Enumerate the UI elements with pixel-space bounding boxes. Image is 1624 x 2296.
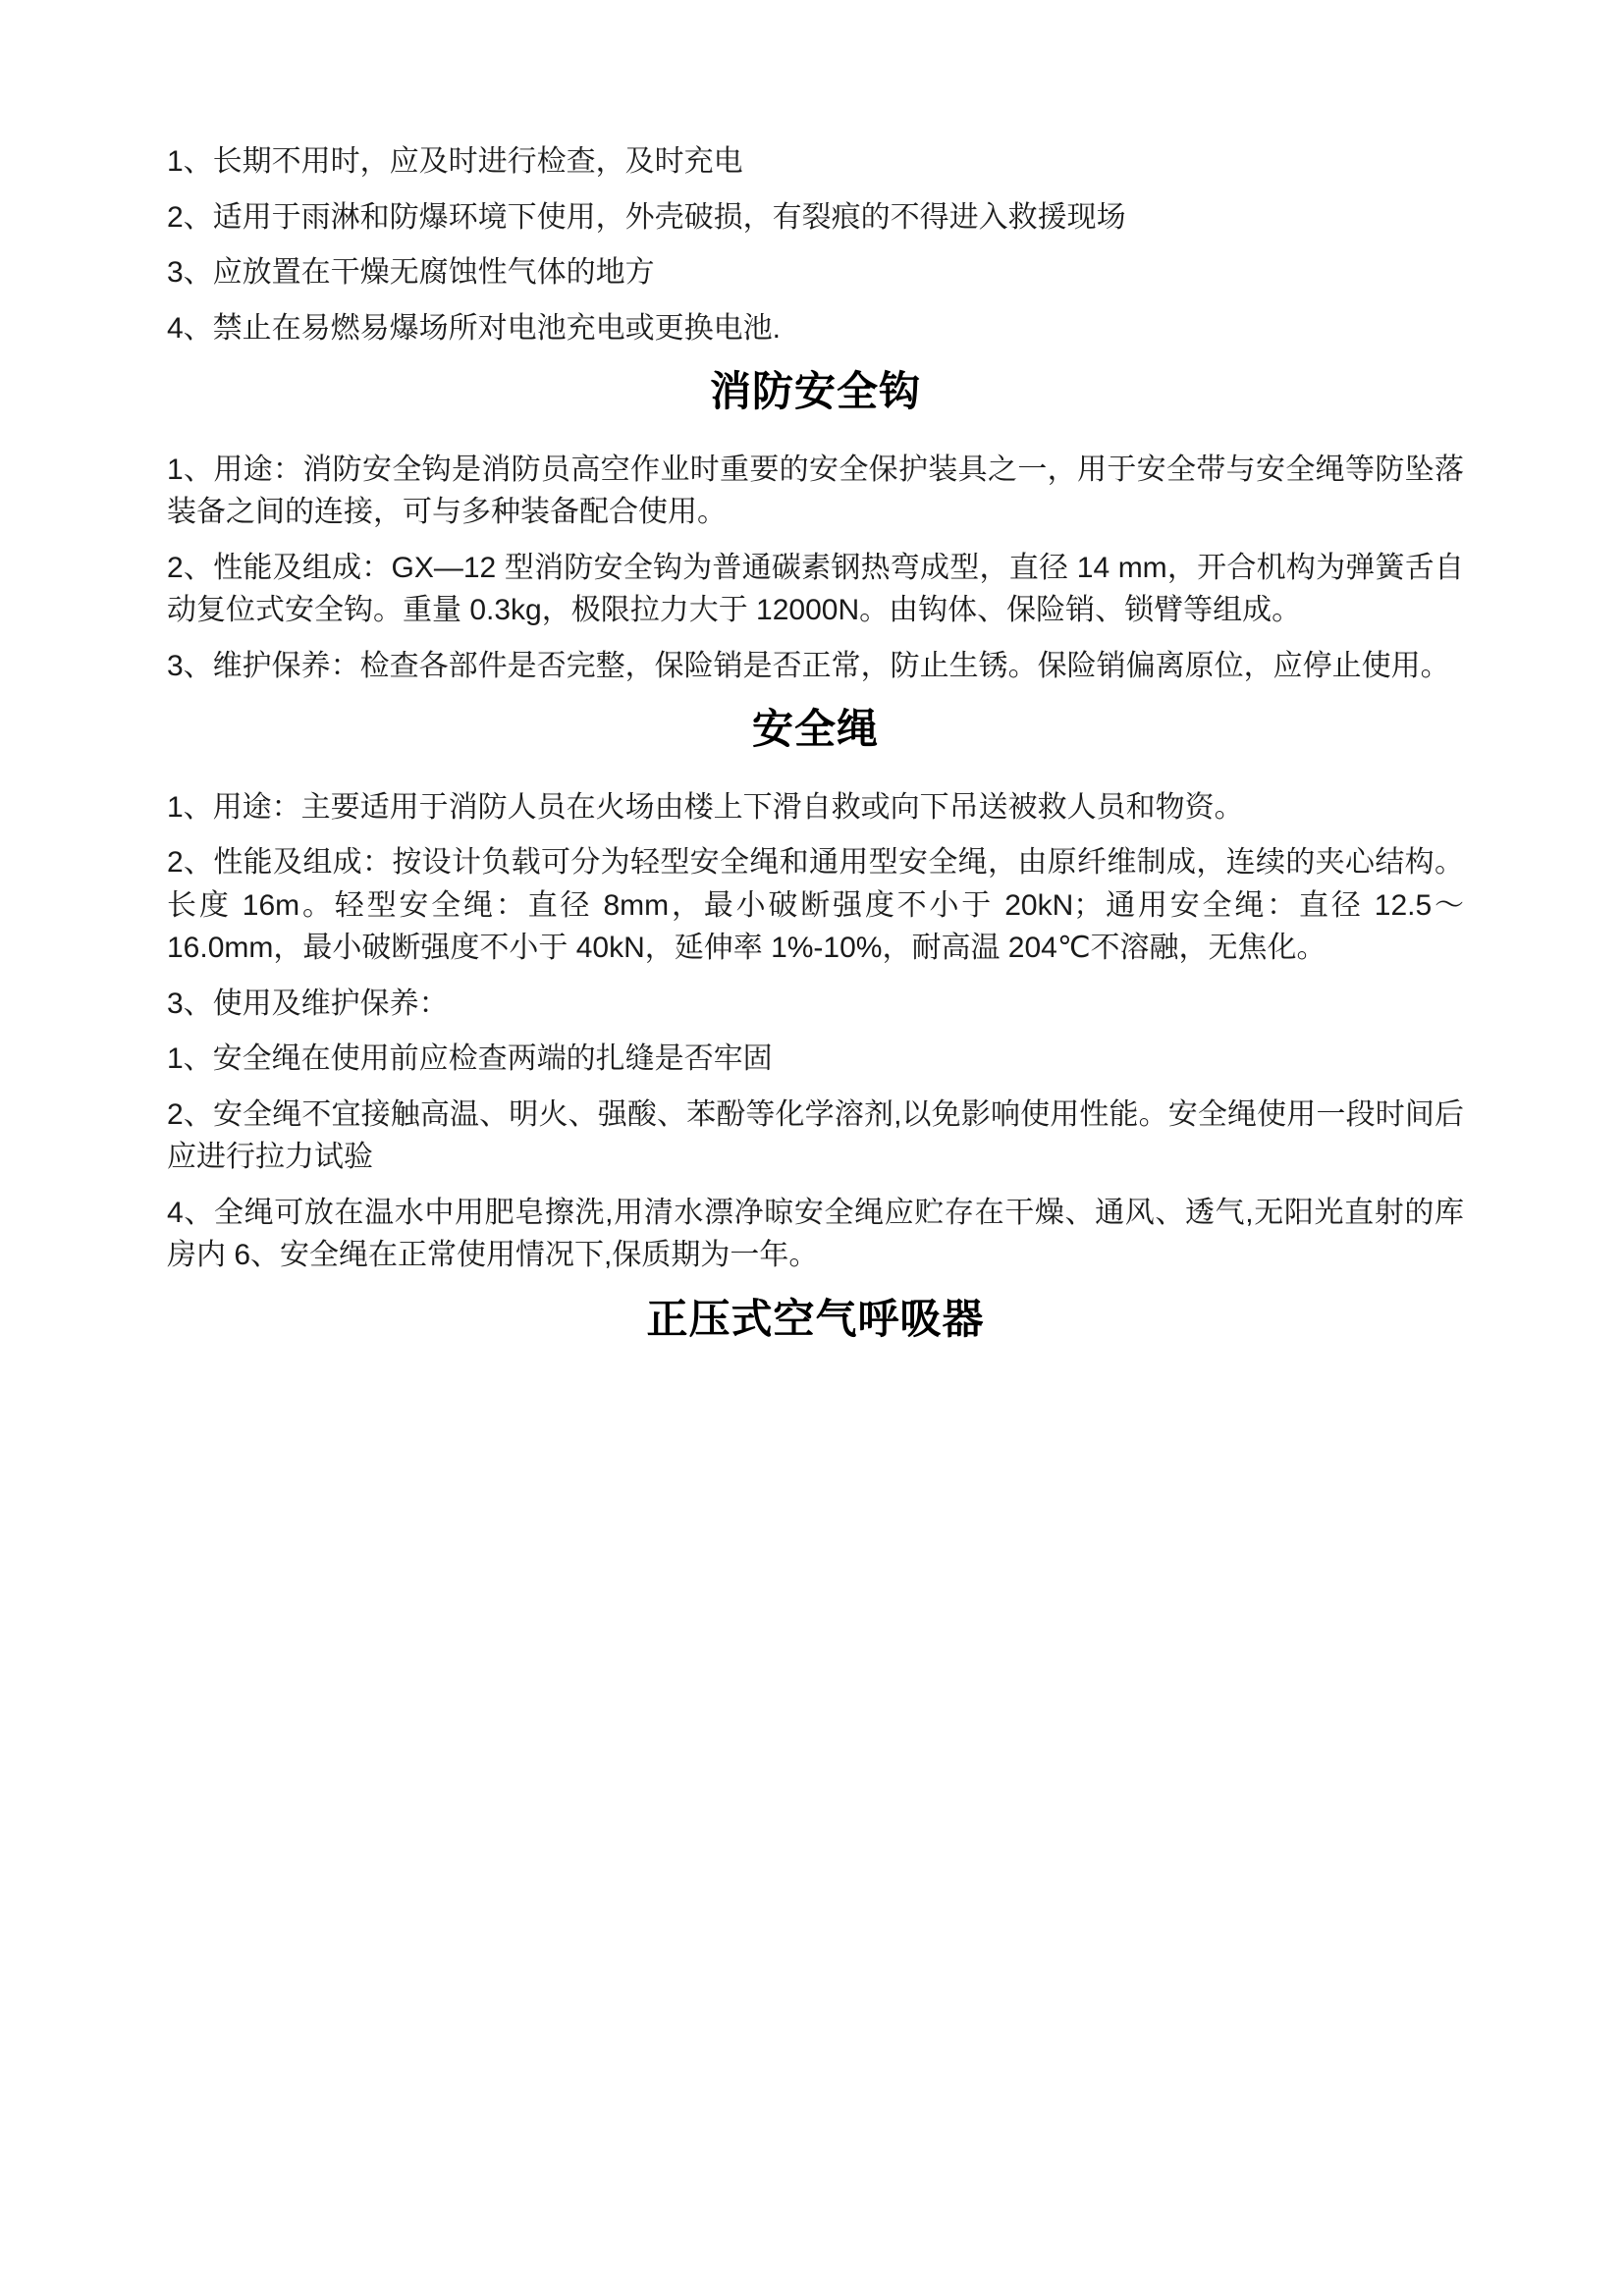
hook-paragraph-maintenance: 3、维护保养：检查各部件是否完整，保险销是否正常，防止生锈。保险销偏离原位，应停止使用。 — [167, 649, 1450, 682]
rope-paragraph-maintenance-heading: 3、使用及维护保养： — [167, 987, 449, 1020]
section-title-fire-safety-hook: 消防安全钩 — [709, 370, 921, 415]
intro-list-item-1: 1、长期不用时，应及时进行检查，及时充电 — [167, 145, 743, 178]
hook-paragraph-usage: 1、用途：消防安全钩是消防员高空作业时重要的安全保护装具之一，用于安全带与安全绳等防坠落装备之间的连接，可与多种装备配合使用。 — [167, 453, 1464, 528]
rope-maintenance-item-1: 1、安全绳在使用前应检查两端的扎缝是否牢固 — [167, 1042, 773, 1075]
section-title-safety-rope: 安全绳 — [751, 708, 879, 753]
rope-maintenance-item-2: 2、安全绳不宜接触高温、明火、强酸、苯酚等化学溶剂,以免影响使用性能。安全绳使用一段时间后应进行拉力试验 — [167, 1097, 1464, 1173]
rope-maintenance-item-4: 4、全绳可放在温水中用肥皂擦洗,用清水漂净晾安全绳应贮存在干燥、通风、透气,无阳光直射的库房内 6、安全绳在正常使用情况下,保质期为一年。 — [167, 1196, 1464, 1271]
rope-paragraph-usage: 1、用途：主要适用于消防人员在火场由楼上下滑自救或向下吊送被救人员和物资。 — [167, 790, 1244, 824]
intro-list-item-4: 4、禁止在易燃易爆场所对电池充电或更换电池. — [167, 311, 782, 345]
rope-paragraph-performance: 2、性能及组成：按设计负载可分为轻型安全绳和通用型安全绳，由原纤维制成，连续的夹心结构。长度 16m。轻型安全绳：直径 8mm，最小破断强度不小于 20kN；通用安全绳：直径 12.5～16.0mm，最小破断强度不小于 40kN，延伸率 1%-10%，耐高温 204℃不溶融，无焦化。 — [167, 846, 1464, 964]
hook-paragraph-performance: 2、性能及组成：GX—12 型消防安全钩为普通碳素钢热弯成型，直径 14 mm，开合机构为弹簧舌自动复位式安全钩。重量 0.3kg，极限拉力大于 12000N。由钩体、保险销、锁臂等组成。 — [167, 551, 1464, 626]
section-title-scba: 正压式空气呼吸器 — [646, 1297, 985, 1343]
intro-list-item-3: 3、应放置在干燥无腐蚀性气体的地方 — [167, 256, 655, 289]
intro-list-item-2: 2、适用于雨淋和防爆环境下使用，外壳破损，有裂痕的不得进入救援现场 — [167, 200, 1126, 234]
